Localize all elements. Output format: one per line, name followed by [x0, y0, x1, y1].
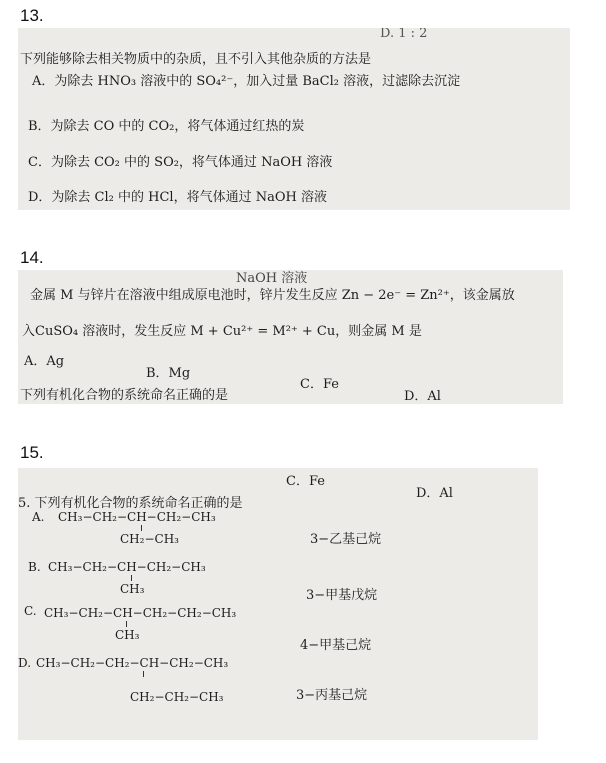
q15-top-option-c: C．Fe — [286, 474, 325, 489]
q13-option-a: A．为除去 HNO₃ 溶液中的 SO₄²⁻，加入过量 BaCl₂ 溶液，过滤除去沉淀 — [32, 74, 461, 89]
question-15-scan — [18, 468, 538, 740]
question-14-scan — [18, 270, 563, 404]
q15-option-b-branch: CH₃ — [120, 582, 145, 596]
question-14-stem-line1: 金属 M 与锌片在溶液中组成原电池时，锌片发生反应 Zn − 2e⁻ = Zn²⁺，该金属放 — [30, 288, 515, 303]
question-13-number: 13. — [20, 6, 44, 25]
q15-option-d-branch: CH₂−CH₂−CH₃ — [130, 690, 224, 704]
q15-option-b-formula: CH₃−CH₂−CH−CH₂−CH₃ — [48, 560, 206, 574]
q15-option-a-bond — [141, 525, 142, 531]
question-13-scan — [18, 28, 570, 210]
bottom-fragment: 下列有机化合物的系统命名正确的是 — [20, 388, 229, 403]
q15-option-b-bond — [131, 575, 132, 581]
question-14-number: 14. — [20, 248, 44, 267]
question-15-stem: 5. 下列有机化合物的系统命名正确的是 — [18, 496, 243, 511]
q15-option-c-name: 4−甲基己烷 — [300, 638, 372, 653]
q15-option-a-branch: CH₂−CH₃ — [120, 532, 179, 546]
q15-option-d-formula: CH₃−CH₂−CH₂−CH−CH₂−CH₃ — [36, 656, 229, 670]
top-fragment: NaOH 溶液 — [236, 271, 308, 286]
q14-option-c: C．Fe — [300, 377, 339, 392]
question-15-number: 15. — [20, 443, 44, 462]
q15-option-a-formula: CH₃−CH₂−CH−CH₂−CH₃ — [58, 510, 216, 524]
q15-option-c-label: C. — [24, 604, 37, 618]
q15-option-a-name: 3−乙基己烷 — [310, 532, 382, 547]
q15-option-a-label: A. — [32, 510, 45, 524]
q15-option-b-label: B. — [28, 560, 41, 574]
q14-option-b: B．Mg — [146, 366, 191, 381]
q15-option-b-name: 3−甲基戊烷 — [306, 588, 378, 603]
q15-option-d-label: D. — [18, 656, 32, 670]
q15-option-d-bond — [143, 671, 144, 677]
q15-top-option-d: D．Al — [416, 486, 453, 501]
q14-option-d: D．Al — [404, 389, 441, 404]
q13-option-b: B．为除去 CO 中的 CO₂，将气体通过红热的炭 — [28, 119, 305, 134]
q15-option-c-formula: CH₃−CH₂−CH−CH₂−CH₂−CH₃ — [44, 606, 237, 620]
q13-option-c: C．为除去 CO₂ 中的 SO₂，将气体通过 NaOH 溶液 — [28, 155, 333, 170]
q15-option-c-bond — [126, 621, 127, 627]
question-14-stem-line2: 入CuSO₄ 溶液时，发生反应 M + Cu²⁺ = M²⁺ + Cu，则金属 M 是 — [22, 324, 422, 339]
q15-option-c-branch: CH₃ — [115, 628, 140, 642]
question-13-stem: 下列能够除去相关物质中的杂质，且不引入其他杂质的方法是 — [20, 52, 372, 67]
q15-option-d-name: 3−丙基己烷 — [296, 688, 368, 703]
q14-option-a: A．Ag — [24, 354, 65, 369]
q13-option-d: D．为除去 Cl₂ 中的 HCl，将气体通过 NaOH 溶液 — [28, 190, 327, 205]
top-fragment: D. 1 : 2 — [380, 28, 428, 41]
